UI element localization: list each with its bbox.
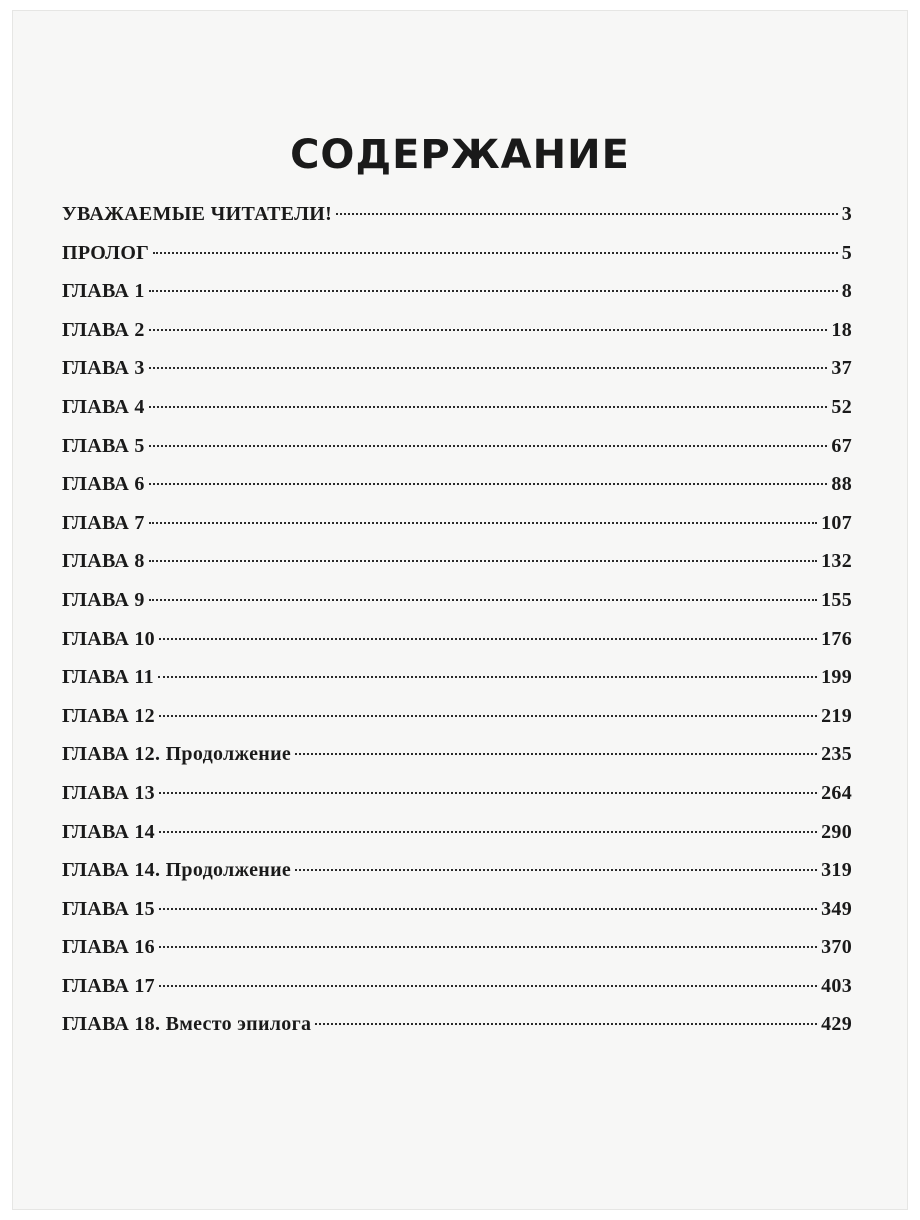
toc-entry-page-number: 403 [821,974,852,997]
dot-leader [149,560,817,562]
toc-entry [62,234,852,273]
toc-entry-label: ГЛАВА 1 [62,280,145,303]
toc-entry-label: ГЛАВА 14. Продолжение [62,859,292,882]
toc-entry-label: ГЛАВА 15 [62,897,155,920]
toc-entry [62,349,852,388]
toc-entry-label: ГЛАВА 16 [62,936,155,959]
toc-entry [62,272,852,311]
toc-entry [62,697,852,736]
toc-entry-label: ГЛАВА 8 [62,550,145,573]
toc-entry [62,388,852,427]
dot-leader [153,252,837,254]
toc-entry-page-number: 264 [821,781,852,804]
dot-leader [149,483,828,485]
toc-entry-page-number: 88 [831,473,852,496]
toc-entry-label: ГЛАВА 7 [62,511,145,534]
dot-leader [159,946,817,948]
table-of-contents [62,195,852,1044]
toc-entry [62,427,852,466]
toc-entry [62,928,852,967]
toc-entry [62,813,852,852]
toc-entry-page-number: 219 [821,704,852,727]
dot-leader [149,522,817,524]
toc-entry [62,1005,852,1044]
toc-entry-page-number: 290 [821,820,852,843]
dot-leader [159,792,817,794]
toc-entry-page-number: 235 [821,743,852,766]
toc-entry [62,504,852,543]
toc-entry-label: ГЛАВА 13 [62,781,155,804]
dot-leader [315,1023,817,1025]
toc-entry [62,658,852,697]
toc-entry-page-number: 155 [821,588,852,611]
dot-leader [159,985,817,987]
toc-entry-label: ГЛАВА 6 [62,473,145,496]
toc-entry-label: ГЛАВА 17 [62,974,155,997]
dot-leader [149,406,828,408]
toc-entry-page-number: 3 [841,203,852,225]
dot-leader [158,676,817,678]
toc-entry [62,542,852,581]
dot-leader [295,753,817,755]
dot-leader [159,908,817,910]
toc-entry-page-number: 349 [821,897,852,920]
dot-leader [149,445,828,447]
dot-leader [159,831,817,833]
toc-entry-label: ГЛАВА 5 [62,434,145,457]
toc-entry-page-number: 5 [841,241,852,264]
toc-entry-page-number: 132 [821,550,852,573]
toc-entry-page-number: 8 [841,280,852,303]
toc-entry-page-number: 37 [831,357,852,380]
toc-entry-page-number: 370 [821,936,852,959]
dot-leader [149,367,828,369]
toc-entry-label: ГЛАВА 14 [62,820,155,843]
toc-entry [62,774,852,813]
toc-entry-label: ГЛАВА 4 [62,395,145,418]
toc-entry-page-number: 199 [821,666,852,689]
toc-entry [62,465,852,504]
toc-entry [62,311,852,350]
toc-entry-page-number: 67 [831,434,852,457]
dot-leader [149,329,828,331]
toc-entry [62,735,852,774]
toc-entry [62,195,852,234]
toc-entry-label: ГЛАВА 2 [62,318,145,341]
toc-entry-page-number: 319 [821,859,852,882]
dot-leader [295,869,817,871]
toc-entry-label: ГЛАВА 12 [62,704,155,727]
toc-entry-label: ГЛАВА 9 [62,588,145,611]
toc-entry-label: ГЛАВА 10 [62,627,155,650]
toc-entry-page-number: 52 [831,395,852,418]
toc-entry [62,581,852,620]
toc-entry [62,967,852,1006]
toc-entry-label: ГЛАВА 3 [62,357,145,380]
toc-entry-page-number: 429 [821,1013,852,1036]
toc-entry-label: ГЛАВА 11 [62,666,154,689]
page-title: СОДЕРЖАНИЕ [290,132,630,178]
toc-entry [62,890,852,929]
toc-entry [62,851,852,890]
toc-entry-label: ГЛАВА 18. Вместо эпилога [62,1013,312,1036]
toc-entry-label: ГЛАВА 12. Продолжение [62,743,292,766]
toc-entry-page-number: 107 [821,511,852,534]
toc-entry-page-number: 18 [831,318,852,341]
toc-entry-label: УВАЖАЕМЫЕ ЧИТАТЕЛИ! [62,203,333,225]
dot-leader [336,213,838,215]
dot-leader [159,638,817,640]
dot-leader [159,715,817,717]
toc-entry-page-number: 176 [821,627,852,650]
toc-entry-label: ПРОЛОГ [62,241,150,264]
dot-leader [149,290,838,292]
dot-leader [149,599,817,601]
toc-entry [62,620,852,659]
